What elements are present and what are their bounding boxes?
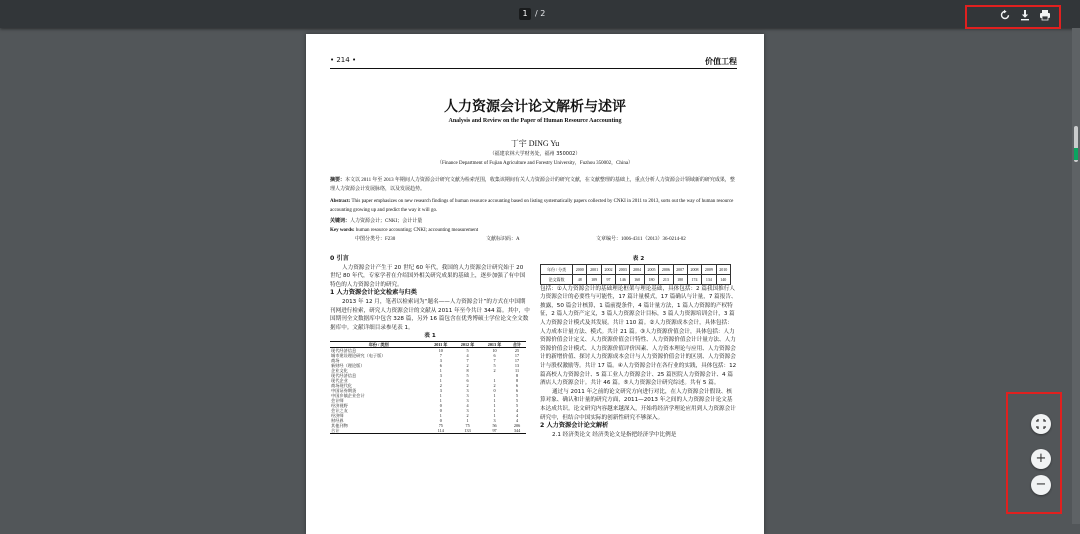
abstract-cn	[330, 176, 737, 194]
table-cell: 3	[466, 387, 469, 393]
paper-author: 丁宇 DING Yu	[510, 139, 560, 148]
table-cell: 4	[466, 352, 469, 358]
table-2-header-cell: 2003	[616, 264, 630, 274]
keywords-cn-label: 关键词：	[330, 219, 351, 224]
table-1	[330, 341, 526, 434]
table-cell: 7	[439, 352, 442, 358]
table-cell: 2	[493, 382, 496, 388]
fit-page-button[interactable]	[1031, 414, 1051, 434]
table-cell: 6	[439, 362, 442, 368]
right-text: 包括：①人力资源会计的基础理论框架与理论基础，具体包括：2 篇我国推行人力资源会计的必要性与可能性，17 篇计量模式，17 篇确认与计量，7 篇报告、披露，50 篇会计核算，1 篇前提条件，4 篇计量方法，1 篇人力资源的产权特征，2 篇人力资产定义，3 篇人力资源会计目标，3 篇人力资源培训会计，3 篇人力资源会计模式及其发展。共计 110 篇。②人力资源成本会计，具体包括：人力成本计量方法、模式。共计 21 篇。③人力资源价值会计，具体包括：人力资源价值会计定义、人力资源价值会计特性、人力资源价值会计计量方法、人力资源价值会计模式、人力资源价值评价因素、人力资本理论与应用、人力资源会计的新增价值、探讨人力资源成本会计与人力资源价值会计的区别、人力资源会计与股权激励等。共计 17 篇。④人力资源会计在各行业的实践，具体包括：12 篇高校人力资源会计、5 篇工业人力资源会计、25 篇医院人力资源会计、4 篇酒店人力资源会计。共计 46 篇。⑤人力资源会计研究综述。共有 5 篇。	[540, 285, 737, 387]
table-1-header-cell: 合计	[512, 341, 522, 347]
table-cell: 5	[515, 402, 519, 408]
keywords-en	[330, 226, 737, 235]
document-page	[306, 34, 764, 534]
table-cell: 0	[493, 387, 496, 393]
table-cell: 1	[439, 367, 442, 373]
section-1-title: 1 人力资源会计论文检索与归类	[330, 289, 417, 297]
table-cell: 1	[493, 402, 496, 408]
table-1-header-cell: 2012 年	[460, 341, 475, 347]
table-cell: 中国证券期货	[331, 387, 357, 393]
abstract-en	[330, 197, 737, 215]
table-cell: 城市建设理论研究（电子版）	[331, 352, 386, 358]
table-cell: 5	[466, 347, 469, 353]
table-cell: 1	[466, 417, 469, 423]
table-cell: 56	[492, 422, 497, 428]
table-cell: 0	[439, 417, 442, 423]
table-cell: 会计师	[331, 397, 344, 403]
abstract-en-text: This paper emphasizes on new research findings of human resource accounting based on listing systematically papers collected by CNKI in 2011 to 2013, sorts out the way of human resource accounting growing up and predict the way it will go.	[330, 199, 734, 213]
table-cell: 商场	[331, 357, 340, 363]
table-cell: 其他刊物	[331, 422, 348, 428]
table-2-header-cell: 2008	[687, 264, 701, 274]
table-cell: 8	[515, 377, 519, 383]
document-code: 文献标识码：A	[486, 237, 520, 242]
table-cell: 合计	[331, 427, 340, 433]
abstract-cn-text: 本文以 2011 年至 2013 年期间人力资源会计研究文献为检索范围，收集该期间有关人力资源会计的研究文献，在文献整理的基础上，重点分析人力资源会计领域新的研究成果，整理人力资源会计发展脉络，以及发展趋势。	[330, 178, 735, 192]
table-cell: 1	[493, 392, 496, 398]
class-number: 中图分类号：F230	[355, 237, 396, 242]
table-2-cell: 180	[644, 274, 658, 284]
table-cell: 206	[513, 422, 521, 428]
table-2-header-cell: 年份 / 分类	[541, 264, 573, 274]
table-cell: 8	[515, 372, 519, 378]
table-2-caption: 表 2	[632, 256, 645, 262]
table-cell: 17	[514, 357, 520, 363]
abstract-en-label: Abstract:	[330, 199, 351, 204]
table-cell: 5	[515, 392, 519, 398]
section-0-text: 人力资源会计产生于 20 世纪 60 年代，我国的人力资源会计研究始于 20 世纪 80 年代，专家学者在介绍国外相关研究成果的基础上，逐步加强了有中国特色的人力资源会计的研究。	[330, 264, 526, 288]
table-2-cell: 180	[673, 274, 687, 284]
table-2-cell: 140	[716, 274, 730, 284]
table-cell: 1	[493, 397, 496, 403]
page-number-label: • 214 •	[330, 56, 357, 64]
table-cell: 2	[466, 412, 469, 418]
table-cell: 3	[493, 417, 496, 423]
table-2-header-cell: 2007	[673, 264, 687, 274]
table-2-header-cell: 2006	[659, 264, 673, 274]
table-cell: 344	[513, 427, 521, 433]
table-cell: 现代经济信息	[331, 347, 357, 353]
table-2-cell: 146	[616, 274, 630, 284]
zoom-in-button[interactable]: +	[1031, 449, 1051, 469]
table-cell: 2	[466, 382, 469, 388]
affiliation-en: （Finance Department of Fujian Agriculture and Forestry University，Fuzhou 350002，China）	[436, 161, 634, 166]
table-cell: 会计之友	[331, 407, 348, 413]
print-icon[interactable]	[1039, 9, 1051, 21]
viewer-toolbar	[0, 0, 1080, 28]
section-2-text: 2.1 经济类论文 经济类论文是指把经济学中比例是	[552, 431, 677, 438]
journal-name: 价值工程	[705, 57, 737, 66]
paper-title: 人力资源会计论文解析与述评	[444, 99, 626, 115]
table-2-cell: 109	[587, 274, 601, 284]
right-column	[540, 255, 737, 439]
table-2-cell: 48	[573, 274, 587, 284]
table-cell: 3	[439, 387, 442, 393]
table-cell: 1	[439, 397, 442, 403]
table-cell: 10	[438, 347, 443, 353]
table-cell: 1	[439, 392, 442, 398]
table-cell: 2	[493, 367, 496, 373]
table-cell: 新财经（理论版）	[331, 362, 365, 368]
article-number: 文章编号：1006-4311（2013）36-0214-02	[596, 237, 686, 242]
section-1-text: 2013 年 12 月，笔者以检索词为“题名——人力资源会计”的方式在中国期刊网进行检索，研究人力资源会计的文献从 2011 年至今共计 344 篇。其中，中国期刊全文数据库中包含 328 篇，另外 16 篇包含在优秀博硕士学位论文全文数据库中。文献详细目录参见表 1。	[330, 298, 530, 331]
keywords-en-label: Key words:	[330, 228, 355, 233]
paper-subtitle: Analysis and Review on the Paper of Human Resource Aaccounting	[448, 118, 622, 124]
page-number-input[interactable]: 1	[519, 8, 531, 20]
table-2-header-cell: 2010	[716, 264, 730, 274]
table-cell: 5	[515, 397, 519, 403]
table-2-header-cell: 2000	[573, 264, 587, 274]
table-1-header-cell: 2011 年	[434, 341, 448, 347]
table-cell: 5	[466, 372, 469, 378]
table-cell: 4	[515, 417, 519, 423]
page-header	[330, 56, 737, 69]
table-cell: 1	[493, 407, 496, 413]
table-cell: 7	[466, 357, 469, 363]
table-2-header-cell: 2004	[630, 264, 644, 274]
table-cell: 现代企业	[331, 377, 348, 383]
table-2-cell: 174	[687, 274, 701, 284]
table-1-header-cell: 2013 年	[487, 341, 502, 347]
scrollbar[interactable]	[1072, 28, 1080, 524]
table-cell: 75	[465, 422, 470, 428]
affiliation-cn: （福建农林大学财务处，福州 350002）	[489, 151, 581, 157]
table-2-header-cell: 2009	[702, 264, 716, 274]
table-2-cell: 97	[601, 274, 615, 284]
table-cell: 1	[493, 377, 496, 383]
keywords-en-text: human resource accounting; CNKI; accounting measurement	[355, 228, 479, 233]
table-2-cell: 213	[659, 274, 673, 284]
table-cell: 企业文化	[331, 367, 348, 373]
abstract-cn-label: 摘要：	[330, 178, 346, 183]
table-cell: 6	[493, 352, 496, 358]
keywords-cn-text: 人力资源会计；CNKI；会计计量	[350, 219, 423, 224]
right-text-2: 通过与 2011 年之前的论文研究方向进行对比，在人力资源会计假设、核算对象、确认和计量的研究方面，2011—2013 年之间的人力资源会计论文基本达成共识。论文研究内容越来越深入，开始将经济学理论应用到人力资源会计研究中，但结合中国实际的创新性研究不够深入。	[540, 388, 736, 421]
left-column	[330, 255, 530, 434]
table-cell: 8	[466, 367, 469, 373]
table-2-header-cell: 2005	[644, 264, 658, 274]
zoom-out-button[interactable]: −	[1031, 475, 1051, 495]
section-0-title: 0 引言	[330, 255, 349, 262]
table-cell: 1	[439, 412, 442, 418]
table-cell: 1	[493, 412, 496, 418]
table-cell: 3	[466, 407, 469, 413]
table-2-cell: 160	[630, 274, 644, 284]
table-cell: 3	[439, 357, 442, 363]
table-cell: 0	[439, 402, 442, 408]
table-2-header-cell: 2001	[587, 264, 601, 274]
table-cell: 1	[439, 377, 442, 383]
table-2-cell: 134	[702, 274, 716, 284]
table-cell: 3	[466, 397, 469, 403]
table-1-caption: 表 1	[424, 333, 436, 340]
table-cell: 中国乡镇企业会计	[331, 392, 365, 398]
table-cell: 133	[464, 427, 471, 433]
table-cell: 6	[466, 377, 469, 383]
table-cell: 11	[515, 367, 520, 373]
table-cell: 7	[493, 357, 496, 363]
section-2-title: 2 人力资源会计论文解析	[540, 422, 609, 430]
table-cell: 13	[514, 362, 520, 368]
fit-icon	[1031, 414, 1051, 434]
scrollbar-marker	[1074, 148, 1078, 160]
table-cell: 0	[439, 407, 442, 413]
table-cell: 经济视野	[331, 402, 348, 408]
table-cell: 3	[439, 372, 442, 378]
table-cell: 6	[515, 387, 519, 393]
rotate-icon[interactable]	[999, 9, 1011, 21]
table-cell: 经济师	[331, 412, 344, 418]
table-cell: 4	[515, 407, 519, 413]
table-cell: 商场现代化	[331, 382, 352, 388]
table-2	[540, 264, 731, 285]
download-icon[interactable]	[1019, 9, 1031, 21]
table-cell: 5	[493, 362, 496, 368]
table-cell: 财经界	[331, 417, 344, 423]
table-cell: 3	[466, 392, 469, 398]
table-cell: 4	[515, 412, 519, 418]
table-cell: 2	[466, 362, 469, 368]
table-cell: 现代经济信息	[331, 372, 357, 378]
table-row	[330, 428, 526, 434]
table-cell: 75	[438, 422, 443, 428]
table-2-header-cell: 2002	[601, 264, 615, 274]
keywords-cn	[330, 217, 737, 226]
table-cell: 10	[492, 347, 497, 353]
table-1-header-cell: 年份 / 类别	[368, 341, 389, 347]
table-cell: 114	[437, 427, 444, 433]
table-2-cell: 论文篇数	[541, 274, 573, 284]
table-cell: 6	[515, 382, 519, 388]
page-count: / 2	[535, 9, 546, 18]
table-cell: 4	[466, 402, 469, 408]
table-cell: 2	[439, 382, 442, 388]
table-cell: 97	[492, 427, 497, 433]
table-cell: 25	[514, 347, 520, 353]
table-cell: 17	[514, 352, 520, 358]
